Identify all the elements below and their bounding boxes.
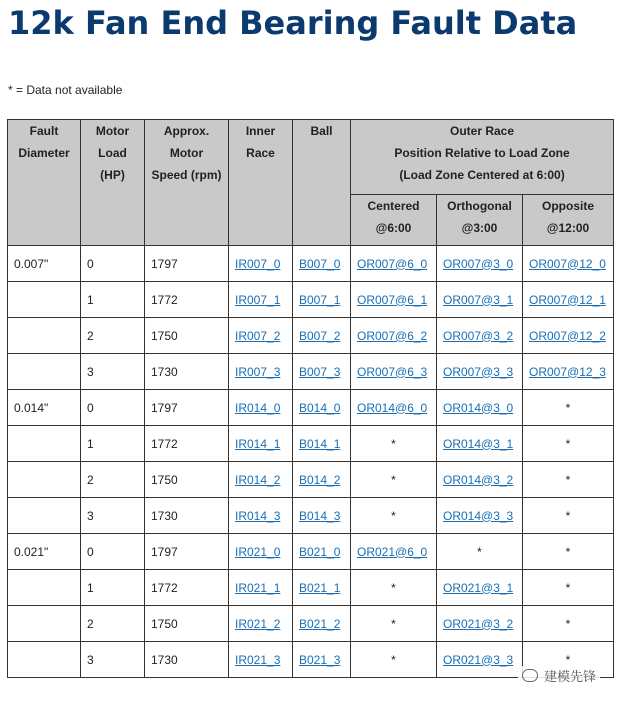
cell-diameter: [8, 498, 81, 534]
cell-diameter: 0.014": [8, 390, 81, 426]
data-file-link-orthogonal[interactable]: OR007@3_1: [443, 292, 514, 307]
data-file-link-ball[interactable]: B007_1: [299, 292, 341, 307]
table-row: [8, 534, 614, 570]
table-row: [8, 426, 614, 462]
cell-load: 0: [81, 246, 145, 282]
header-ball: Ball: [293, 120, 351, 246]
data-file-link-ball[interactable]: B014_0: [299, 400, 341, 415]
cell-load: 1: [81, 426, 145, 462]
cell-load: 1: [81, 282, 145, 318]
header-outer-race-position: Position Relative to Load Zone: [394, 146, 570, 160]
data-file-link-orthogonal[interactable]: OR021@3_1: [443, 580, 514, 595]
data-file-link-inner[interactable]: IR014_1: [235, 436, 281, 451]
cell-opposite: *: [523, 462, 614, 498]
data-file-link-opposite[interactable]: OR007@12_1: [529, 292, 606, 307]
cell-centered: [351, 534, 437, 570]
table-row: [8, 354, 614, 390]
data-file-link-orthogonal[interactable]: OR021@3_2: [443, 616, 514, 631]
data-file-link-orthogonal[interactable]: OR014@3_0: [443, 400, 514, 415]
cell-orthogonal: [437, 246, 523, 282]
cell-orthogonal: [437, 570, 523, 606]
cell-ball: [293, 534, 351, 570]
data-file-link-centered[interactable]: OR007@6_2: [357, 328, 428, 343]
data-file-link-inner[interactable]: IR014_3: [235, 508, 281, 523]
cell-diameter: [8, 318, 81, 354]
header-outer-race-load-zone: (Load Zone Centered at 6:00): [399, 168, 565, 182]
table-row: [8, 462, 614, 498]
cell-speed: 1750: [145, 606, 229, 642]
data-file-link-ball[interactable]: B021_3: [299, 652, 341, 667]
cell-ball: [293, 318, 351, 354]
data-file-link-orthogonal[interactable]: OR014@3_1: [443, 436, 514, 451]
cell-opposite: [523, 246, 614, 282]
data-file-link-inner[interactable]: IR021_0: [235, 544, 281, 559]
cell-inner: [229, 642, 293, 678]
data-file-link-orthogonal[interactable]: OR014@3_2: [443, 472, 514, 487]
table-row: [8, 246, 614, 282]
cell-opposite: *: [523, 426, 614, 462]
cell-centered: [351, 282, 437, 318]
cell-inner: [229, 246, 293, 282]
cell-centered: [351, 390, 437, 426]
cell-speed: 1730: [145, 498, 229, 534]
cell-load: 3: [81, 354, 145, 390]
cell-ball: [293, 426, 351, 462]
data-file-link-centered[interactable]: OR014@6_0: [357, 400, 428, 415]
cell-diameter: [8, 354, 81, 390]
table-row: [8, 570, 614, 606]
cell-orthogonal: [437, 282, 523, 318]
cell-centered: *: [351, 606, 437, 642]
cell-orthogonal: [437, 390, 523, 426]
cell-speed: 1772: [145, 426, 229, 462]
cell-orthogonal: *: [437, 534, 523, 570]
cell-speed: 1797: [145, 246, 229, 282]
cell-orthogonal: [437, 606, 523, 642]
cell-inner: [229, 426, 293, 462]
data-file-link-ball[interactable]: B021_1: [299, 580, 341, 595]
cell-inner: [229, 282, 293, 318]
data-file-link-ball[interactable]: B007_3: [299, 364, 341, 379]
cell-opposite: *: [523, 570, 614, 606]
cell-speed: 1772: [145, 282, 229, 318]
data-file-link-ball[interactable]: B021_0: [299, 544, 341, 559]
cell-load: 0: [81, 534, 145, 570]
data-file-link-inner[interactable]: IR014_0: [235, 400, 281, 415]
header-inner-race: Inner Race: [229, 120, 293, 246]
data-file-link-inner[interactable]: IR021_1: [235, 580, 281, 595]
fault-data-table: [7, 119, 614, 678]
cell-inner: [229, 462, 293, 498]
data-file-link-centered[interactable]: OR007@6_0: [357, 256, 428, 271]
header-opposite: Opposite @12:00: [523, 195, 614, 246]
data-file-link-orthogonal[interactable]: OR014@3_3: [443, 508, 514, 523]
table-row: [8, 498, 614, 534]
page-title: 12k Fan End Bearing Fault Data: [8, 4, 578, 42]
data-file-link-orthogonal[interactable]: OR021@3_3: [443, 652, 514, 667]
cell-diameter: [8, 606, 81, 642]
data-file-link-inner[interactable]: IR007_3: [235, 364, 281, 379]
cell-centered: *: [351, 570, 437, 606]
cell-diameter: 0.007": [8, 246, 81, 282]
cell-opposite: *: [523, 642, 614, 678]
header-fault-diameter: Fault Diameter: [8, 120, 81, 246]
cell-speed: 1750: [145, 318, 229, 354]
cell-opposite: [523, 282, 614, 318]
cell-speed: 1772: [145, 570, 229, 606]
cell-inner: [229, 606, 293, 642]
cell-centered: [351, 354, 437, 390]
cell-diameter: [8, 462, 81, 498]
data-file-link-inner[interactable]: IR021_2: [235, 616, 281, 631]
data-file-link-orthogonal[interactable]: OR007@3_0: [443, 256, 514, 271]
header-centered: Centered @6:00: [351, 195, 437, 246]
data-file-link-ball[interactable]: B007_2: [299, 328, 341, 343]
cell-centered: [351, 246, 437, 282]
watermark-text: 建模先锋: [544, 669, 597, 684]
cell-speed: 1797: [145, 534, 229, 570]
data-file-link-ball[interactable]: B007_0: [299, 256, 341, 271]
cell-load: 2: [81, 606, 145, 642]
cell-inner: [229, 318, 293, 354]
cell-load: 0: [81, 390, 145, 426]
data-file-link-opposite[interactable]: OR007@12_3: [529, 364, 606, 379]
cell-speed: 1730: [145, 354, 229, 390]
cell-load: 1: [81, 570, 145, 606]
watermark: [518, 666, 600, 685]
cell-load: 2: [81, 462, 145, 498]
cell-inner: [229, 390, 293, 426]
data-file-link-opposite[interactable]: OR007@12_0: [529, 256, 606, 271]
cell-orthogonal: [437, 354, 523, 390]
cell-ball: [293, 462, 351, 498]
cell-diameter: [8, 642, 81, 678]
table-row: [8, 282, 614, 318]
data-file-link-ball[interactable]: B014_1: [299, 436, 341, 451]
cell-opposite: *: [523, 534, 614, 570]
data-file-link-inner[interactable]: IR007_2: [235, 328, 281, 343]
cell-centered: *: [351, 462, 437, 498]
data-file-link-opposite[interactable]: OR007@12_2: [529, 328, 606, 343]
data-file-link-orthogonal[interactable]: OR007@3_3: [443, 364, 514, 379]
cell-speed: 1797: [145, 390, 229, 426]
data-file-link-ball[interactable]: B014_3: [299, 508, 341, 523]
table-row: [8, 606, 614, 642]
cell-ball: [293, 498, 351, 534]
cell-ball: [293, 606, 351, 642]
cell-orthogonal: [437, 426, 523, 462]
data-file-link-inner[interactable]: IR007_1: [235, 292, 281, 307]
data-file-link-orthogonal[interactable]: OR007@3_2: [443, 328, 514, 343]
cell-load: 2: [81, 318, 145, 354]
data-file-link-inner[interactable]: IR014_2: [235, 472, 281, 487]
data-file-link-ball[interactable]: B021_2: [299, 616, 341, 631]
data-file-link-ball[interactable]: B014_2: [299, 472, 341, 487]
cell-orthogonal: [437, 498, 523, 534]
header-motor-load: Motor Load (HP): [81, 120, 145, 246]
cell-diameter: 0.021": [8, 534, 81, 570]
cell-opposite: [523, 318, 614, 354]
chat-bubble-icon: [522, 669, 538, 682]
cell-opposite: *: [523, 390, 614, 426]
cell-speed: 1750: [145, 462, 229, 498]
cell-diameter: [8, 426, 81, 462]
cell-opposite: [523, 354, 614, 390]
data-file-link-centered[interactable]: OR021@6_0: [357, 544, 428, 559]
cell-ball: [293, 246, 351, 282]
cell-diameter: [8, 282, 81, 318]
cell-inner: [229, 498, 293, 534]
table-row: [8, 390, 614, 426]
cell-orthogonal: [437, 462, 523, 498]
cell-ball: [293, 354, 351, 390]
data-file-link-centered[interactable]: OR007@6_3: [357, 364, 428, 379]
cell-centered: *: [351, 426, 437, 462]
cell-speed: 1730: [145, 642, 229, 678]
cell-opposite: *: [523, 606, 614, 642]
cell-inner: [229, 354, 293, 390]
cell-centered: *: [351, 642, 437, 678]
header-orthogonal: Orthogonal @3:00: [437, 195, 523, 246]
cell-load: 3: [81, 642, 145, 678]
data-file-link-centered[interactable]: OR007@6_1: [357, 292, 428, 307]
cell-ball: [293, 642, 351, 678]
header-outer-race: [351, 120, 614, 195]
cell-opposite: *: [523, 498, 614, 534]
cell-orthogonal: [437, 642, 523, 678]
cell-centered: *: [351, 498, 437, 534]
table-row: [8, 318, 614, 354]
cell-ball: [293, 570, 351, 606]
data-file-link-inner[interactable]: IR021_3: [235, 652, 281, 667]
header-outer-race-title: Outer Race: [449, 124, 515, 138]
cell-ball: [293, 390, 351, 426]
cell-centered: [351, 318, 437, 354]
cell-diameter: [8, 570, 81, 606]
cell-orthogonal: [437, 318, 523, 354]
cell-load: 3: [81, 498, 145, 534]
cell-ball: [293, 282, 351, 318]
table-body: [8, 246, 614, 678]
cell-inner: [229, 534, 293, 570]
availability-note: * = Data not available: [8, 83, 123, 97]
header-motor-speed: Approx. Motor Speed (rpm): [145, 120, 229, 246]
data-file-link-inner[interactable]: IR007_0: [235, 256, 281, 271]
cell-inner: [229, 570, 293, 606]
